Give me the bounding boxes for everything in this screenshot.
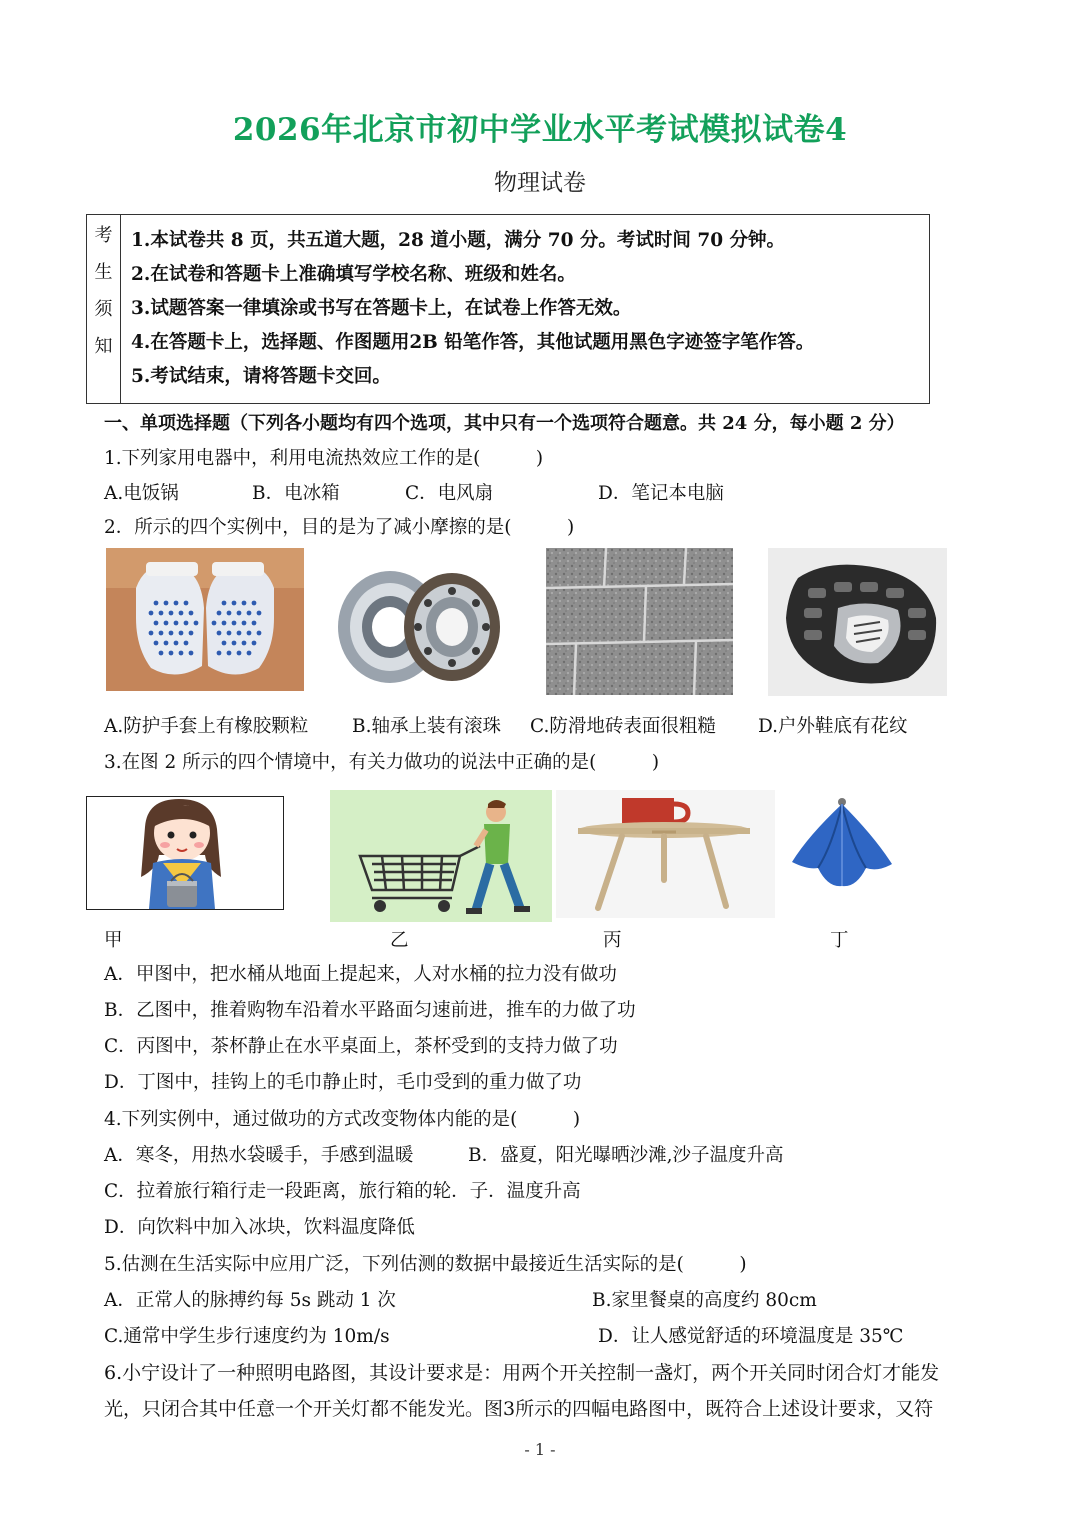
question-5-option-c: C.通常中学生步行速度约为 10m/s — [104, 1326, 390, 1347]
question-3-stem: 3.在图 2 所示的四个情境中，有关力做功的说法中正确的是( ) — [104, 752, 660, 773]
figure-label-yi: 乙 — [390, 930, 409, 951]
notice-label-column — [87, 215, 121, 403]
question-4-option-b: B．盛夏，阳光曝晒沙滩,沙子温度升高 — [468, 1145, 784, 1166]
question-1-option-a: A.电饭锅 — [104, 483, 179, 504]
question-5-option-b: B.家里餐桌的高度约 80cm — [592, 1290, 817, 1311]
notice-item: 4.在答题卡上，选择题、作图题用2B 铅笔作答，其他试题用黑色字迹签字笔作答。 — [131, 332, 815, 353]
question-2-option-b: B.轴承上装有滚珠 — [352, 716, 501, 737]
question-2-option-d: D.户外鞋底有花纹 — [758, 716, 908, 737]
page-title: 2026年北京市初中学业水平考试模拟试卷4 — [232, 112, 848, 148]
figure-label-jia: 甲 — [104, 930, 123, 951]
question-1-option-b: B．电冰箱 — [252, 483, 340, 504]
question-1-option-c: C．电风扇 — [405, 483, 494, 504]
notice-label-char: 须 — [94, 299, 113, 320]
question-4-option-a: A．寒冬，用热水袋暖手，手感到温暖 — [104, 1145, 414, 1166]
question-2-option-c: C.防滑地砖表面很粗糙 — [530, 716, 716, 737]
question-4-stem: 4.下列实例中，通过做功的方式改变物体内能的是( ) — [104, 1109, 581, 1130]
notice-item: 1.本试卷共 8 页，共五道大题，28 道小题，满分 70 分。考试时间 70 分钟。 — [131, 230, 786, 251]
section-heading: 一、单项选择题（下列各小题均有四个选项，其中只有一个选项符合题意。共 24 分，每小题 2 分） — [104, 413, 905, 434]
shoe-photo — [768, 548, 947, 696]
page-subtitle: 物理试卷 — [494, 170, 586, 196]
notice-label-char: 知 — [94, 336, 113, 357]
question-2-stem: 2．所示的四个实例中，目的是为了减小摩擦的是( ) — [104, 517, 575, 538]
notice-item: 5.考试结束，请将答题卡交回。 — [131, 366, 391, 387]
table-cup-figure — [556, 790, 775, 918]
notice-item: 2.在试卷和答题卡上准确填写学校名称、班级和姓名。 — [131, 264, 576, 285]
question-3-option-b: B．乙图中，推着购物车沿着水平路面匀速前进，推车的力做了功 — [104, 1000, 636, 1021]
question-5-option-a: A．正常人的脉搏约每 5s 跳动 1 次 — [104, 1290, 396, 1311]
question-1-option-d: D．笔记本电脑 — [598, 483, 724, 504]
notice-label-char: 考 — [94, 225, 113, 246]
figure-label-ding: 丁 — [830, 930, 849, 951]
question-3-option-d: D．丁图中，挂钩上的毛巾静止时，毛巾受到的重力做了功 — [104, 1072, 582, 1093]
towel-figure — [788, 796, 896, 896]
notice-label-char: 生 — [94, 262, 113, 283]
question-5-option-d: D．让人感觉舒适的环境温度是 35℃ — [598, 1326, 904, 1347]
girl-bucket-figure — [86, 796, 284, 910]
shopping-cart-figure — [330, 790, 552, 922]
question-2-option-a: A.防护手套上有橡胶颗粒 — [104, 716, 309, 737]
question-1-stem: 1.下列家用电器中，利用电流热效应工作的是( ) — [104, 448, 544, 469]
figure-label-bing: 丙 — [603, 930, 622, 951]
question-4-option-d: D．向饮料中加入冰块，饮料温度降低 — [104, 1217, 415, 1238]
gloves-photo — [106, 548, 304, 691]
question-3-option-c: C．丙图中，茶杯静止在水平桌面上，茶杯受到的支持力做了功 — [104, 1036, 618, 1057]
page-number: - 1 - — [524, 1440, 556, 1459]
bearing-photo — [330, 555, 510, 695]
exam-notice-box — [86, 214, 930, 404]
question-3-option-a: A．甲图中，把水桶从地面上提起来，人对水桶的拉力没有做功 — [104, 964, 617, 985]
question-6-line-1: 6.小宁设计了一种照明电路图，其设计要求是：用两个开关控制一盏灯，两个开关同时闭合灯才能发 — [104, 1362, 940, 1384]
question-6-line-2: 光，只闭合其中任意一个开关灯都不能发光。图3所示的四幅电路图中，既符合上述设计要求，又符 — [104, 1398, 934, 1420]
notice-item: 3.试题答案一律填涂或书写在答题卡上，在试卷上作答无效。 — [131, 298, 632, 319]
rough-tiles-photo — [546, 548, 733, 695]
question-5-stem: 5.估测在生活实际中应用广泛，下列估测的数据中最接近生活实际的是( ) — [104, 1254, 747, 1275]
question-4-option-c: C．拉着旅行箱行走一段距离，旅行箱的轮．子．温度升高 — [104, 1181, 581, 1202]
